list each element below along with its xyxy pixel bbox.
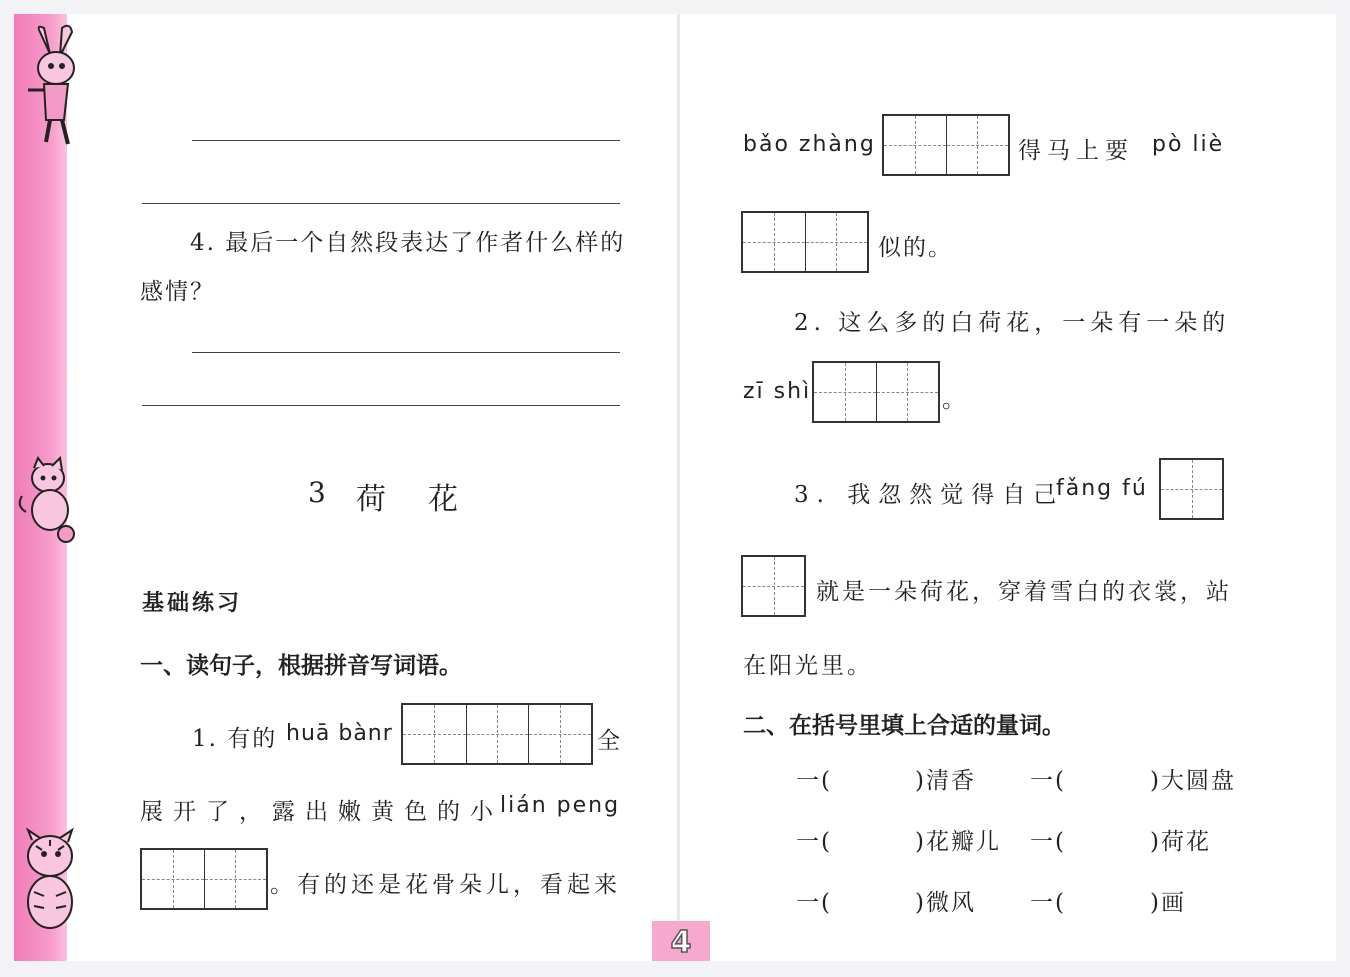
writing-cell[interactable] [204,850,266,908]
measure-prefix: 一( [1030,768,1066,794]
measure-prefix: 一( [796,829,832,855]
pinyin-bao-zhang: bǎo zhàng [743,132,876,157]
writing-box-fang-fu-1[interactable] [1159,458,1224,520]
writing-cell[interactable] [403,705,466,763]
measure-suffix: )花瓣儿 [915,829,1001,855]
part-1-heading: 一、读句子，根据拼音写词语。 [140,653,462,679]
lesson-number: 3 [308,476,328,509]
pinyin-fang-fu: fǎng fú [1056,476,1148,501]
section-heading: 基础练习 [142,591,243,616]
writing-box-bao-zhang[interactable] [882,114,1010,176]
pinyin-zi-shi: zī shì [743,379,812,404]
measure-suffix: )清香 [915,768,976,794]
writing-box-fang-fu-2[interactable] [741,555,806,617]
sentence-1-continued: 得马上要 [1018,138,1134,164]
rabbit-mascot-icon [14,24,80,149]
measure-suffix: )微风 [915,890,976,916]
writing-cell[interactable] [946,116,1008,174]
sentence-3: 3. 我忽然觉得自己 [794,482,1065,508]
measure-prefix: 一( [796,768,832,794]
writing-cell[interactable] [466,705,529,763]
sentence-1-quan: 全 [597,728,622,754]
measure-prefix: 一( [796,890,832,916]
sentence-1-line-2: 展开了，露出嫩黄色的小 [140,799,503,825]
measure-suffix: )荷花 [1150,829,1211,855]
writing-cell[interactable] [743,213,805,271]
writing-box-4[interactable] [401,703,593,765]
answer-line[interactable] [142,405,620,406]
writing-cell[interactable] [142,850,204,908]
answer-line[interactable] [142,203,620,204]
measure-suffix: )画 [1150,890,1186,916]
writing-cell[interactable] [876,363,938,421]
question-4: 4. 最后一个自然段表达了作者什么样的 [190,230,626,256]
sentence-2: 2. 这么多的白荷花，一朵有一朵的 [794,310,1231,336]
part-2-heading: 二、在括号里填上合适的量词。 [743,713,1065,739]
book-spine [677,14,680,961]
answer-line[interactable] [192,140,620,141]
cat-mascot-icon [14,456,80,546]
sentence-1-line-3: 。有的还是花骨朵儿，看起来 [270,872,621,898]
sentence-1-end: 似的。 [878,235,953,261]
lesson-title: 荷 花 [356,482,464,517]
pinyin-hua-banr: huā bànr [286,721,393,746]
writing-box-zi-shi[interactable] [812,361,940,423]
writing-cell[interactable] [743,557,804,615]
sentence-1-start: 1. 有的 [192,726,278,752]
measure-prefix: 一( [1030,890,1066,916]
sentence-3-end: 在阳光里。 [743,653,873,679]
measure-suffix: )大圆盘 [1150,768,1236,794]
writing-cell[interactable] [814,363,876,421]
writing-cell[interactable] [1161,460,1222,518]
writing-cell[interactable] [528,705,591,763]
writing-box-lian-peng[interactable] [140,848,268,910]
writing-box-po-lie[interactable] [741,211,869,273]
writing-cell[interactable] [884,116,946,174]
question-4-continued: 感情？ [140,279,215,305]
writing-cell[interactable] [805,213,867,271]
page-number: 4 [652,921,710,961]
sentence-3-continued: 就是一朵荷花，穿着雪白的衣裳，站 [816,579,1232,605]
pinyin-lian-peng: lián peng [500,793,621,818]
sentence-2-end: 。 [942,387,967,413]
answer-line[interactable] [192,352,620,353]
pinyin-po-lie: pò liè [1152,132,1225,157]
measure-prefix: 一( [1030,829,1066,855]
tiger-mascot-icon [14,826,80,936]
